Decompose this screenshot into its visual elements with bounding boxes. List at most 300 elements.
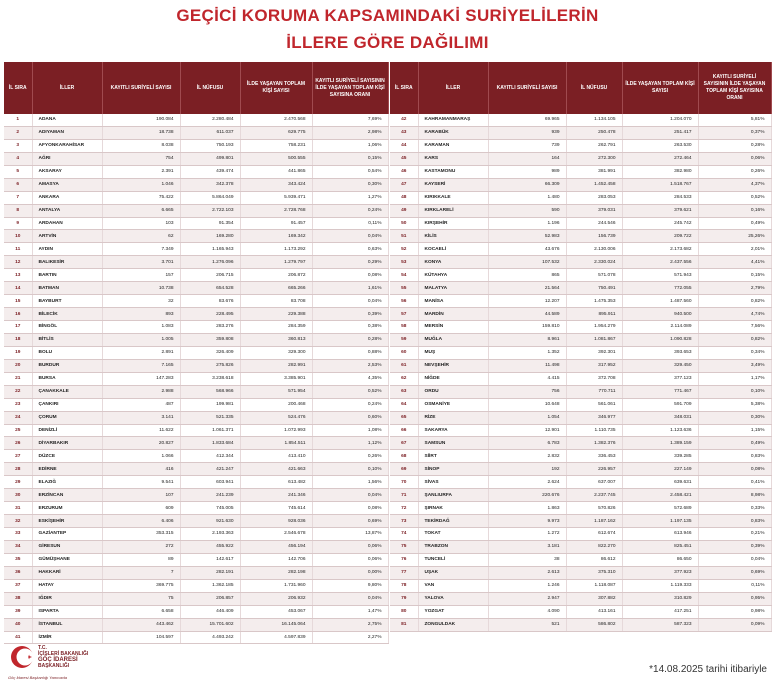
cell-toplam: 382.980 [622,165,698,178]
cell-kayitli: 2.891 [102,346,180,359]
cell-nufus: 326.409 [180,346,240,359]
cell-toplam: 1.854.511 [240,437,312,450]
cell-il: ELAZIĞ [32,476,102,489]
table-row [4,553,388,566]
table-row [4,489,388,502]
cell-nufus: 241.239 [180,489,240,502]
cell-toplam: 284.359 [240,321,312,334]
cell-toplam: 5.939.471 [240,191,312,204]
cell-nufus: 1.134.105 [566,114,622,126]
cell-toplam: 665.266 [240,282,312,295]
cell-toplam: 206.872 [240,269,312,282]
cell-toplam: 329.300 [240,346,312,359]
cell-kayitli: 865 [488,269,566,282]
cell-oran: 0,34% [698,346,771,359]
table-row [4,321,388,334]
cell-kayitli: 2.624 [488,476,566,489]
cell-nufus: 381.991 [566,165,622,178]
cell-sira: 49 [390,204,418,217]
cell-nufus: 169.280 [180,230,240,243]
cell-kayitli: 159.810 [488,321,566,334]
cell-oran: 0,82% [698,333,771,346]
cell-sira: 56 [390,295,418,308]
cell-il: ARDAHAN [32,217,102,230]
cell-toplam: 241.346 [240,489,312,502]
cell-sira: 40 [4,618,32,631]
cell-il: TEKİRDAĞ [418,515,488,528]
cell-il: ORDU [418,385,488,398]
table-row [390,463,771,476]
cell-sira: 52 [390,243,418,256]
cell-oran: 0,30% [312,178,388,191]
cell-toplam: 629.775 [240,126,312,139]
table-row [390,579,771,592]
cell-oran: 0,28% [698,139,771,152]
cell-il: TRABZON [418,540,488,553]
table-row [4,217,388,230]
cell-kayitli: 89 [102,553,180,566]
cell-il: KİLİS [418,230,488,243]
cell-kayitli: 10.648 [488,398,566,411]
cell-sira: 37 [4,579,32,592]
cell-il: YALOVA [418,592,488,605]
cell-toplam: 83.708 [240,295,312,308]
cell-kayitli: 521 [488,618,566,631]
cell-kayitli: 487 [102,398,180,411]
col-header-nufus: İL NÜFUSU [180,62,240,114]
cell-oran: 0,82% [698,295,771,308]
cell-il: KIRŞEHİR [418,217,488,230]
cell-toplam: 453.067 [240,605,312,618]
cell-oran: 0,83% [698,515,771,528]
cell-kayitli: 11.498 [488,359,566,372]
table-row [390,269,771,282]
cell-oran: 0,09% [698,618,771,631]
cell-nufus: 822.270 [566,540,622,553]
table-row [390,178,771,191]
cell-toplam: 413.410 [240,450,312,463]
cell-nufus: 91.354 [180,217,240,230]
cell-oran: 0,04% [312,230,388,243]
cell-toplam: 1.072.993 [240,424,312,437]
cell-oran: 2,75% [312,618,388,631]
table-row [390,566,771,579]
cell-toplam: 745.614 [240,502,312,515]
cell-toplam: 245.742 [622,217,698,230]
cell-kayitli: 1.083 [102,321,180,334]
cell-kayitli: 2.832 [488,450,566,463]
cell-kayitli: 103 [102,217,180,230]
cell-nufus: 83.676 [180,295,240,308]
cell-oran: 0,41% [698,476,771,489]
cell-oran: 4,37% [698,178,771,191]
cell-nufus: 612.674 [566,528,622,541]
cell-oran: 0,49% [698,217,771,230]
cell-il: KONYA [418,256,488,269]
cell-oran: 1,56% [312,476,388,489]
cell-nufus: 439.474 [180,165,240,178]
cell-sira: 38 [4,592,32,605]
cell-toplam: 4.597.839 [240,631,312,644]
table-row [390,191,771,204]
cell-toplam: 343.424 [240,178,312,191]
cell-kayitli: 7.165 [102,359,180,372]
cell-il: KIRIKKALE [418,191,488,204]
table-row [4,359,388,372]
cell-toplam: 348.031 [622,411,698,424]
cell-toplam: 928.036 [240,515,312,528]
cell-il: ZONGULDAK [418,618,488,631]
logo-line4: BAŞKANLIĞI [38,663,70,669]
table-row [4,566,388,579]
cell-oran: 0,39% [312,308,388,321]
cell-toplam: 571.954 [240,385,312,398]
cell-nufus: 603.941 [180,476,240,489]
cell-kayitli: 939 [488,126,566,139]
cell-sira: 15 [4,295,32,308]
table-row [390,230,771,243]
col-header-oran: KAYITLI SURİYELİ SAYISININ İLDE YAŞAYAN TOPLAM KİŞİ SAYISINA ORANI [312,62,388,114]
table-row [4,411,388,424]
cell-toplam: 1.389.159 [622,437,698,450]
cell-toplam: 169.342 [240,230,312,243]
cell-kayitli: 9.541 [102,476,180,489]
cell-toplam: 251.417 [622,126,698,139]
table-row [390,152,771,165]
cell-toplam: 1.518.767 [622,178,698,191]
cell-toplam: 1.279.797 [240,256,312,269]
cell-nufus: 637.007 [566,476,622,489]
cell-il: RİZE [418,411,488,424]
cell-il: KÜTAHYA [418,269,488,282]
cell-kayitli: 44.589 [488,308,566,321]
cell-sira: 47 [390,178,418,191]
cell-il: SAKARYA [418,424,488,437]
cell-il: KAHRAMANMARAŞ [418,114,488,126]
cell-toplam: 377.923 [622,566,698,579]
cell-toplam: 1.204.070 [622,114,698,126]
cell-kayitli: 2.947 [488,592,566,605]
cell-sira: 68 [390,450,418,463]
cell-toplam: 417.251 [622,605,698,618]
cell-kayitli: 590 [488,204,566,217]
cell-oran: 0,06% [698,152,771,165]
cell-nufus: 1.187.162 [566,515,622,528]
cell-oran: 0,06% [312,553,388,566]
cell-toplam: 825.451 [622,540,698,553]
table-row [390,139,771,152]
table-row [390,515,771,528]
cell-oran: 7,56% [698,321,771,334]
cell-il: ISPARTA [32,605,102,618]
cell-kayitli: 20.827 [102,437,180,450]
cell-oran: 0,11% [312,217,388,230]
cell-nufus: 206.857 [180,592,240,605]
cell-kayitli: 147.283 [102,372,180,385]
cell-kayitli: 416 [102,463,180,476]
cell-nufus: 1.452.458 [566,178,622,191]
cell-sira: 74 [390,528,418,541]
cell-nufus: 1.954.279 [566,321,622,334]
cell-il: ANKARA [32,191,102,204]
cell-toplam: 2.458.421 [622,489,698,502]
cell-toplam: 500.555 [240,152,312,165]
cell-oran: 0,88% [312,346,388,359]
cell-il: SAMSUN [418,437,488,450]
cell-il: TOKAT [418,528,488,541]
cell-il: ERZİNCAN [32,489,102,502]
cell-il: AKSARAY [32,165,102,178]
cell-toplam: 639.631 [622,476,698,489]
cell-sira: 44 [390,139,418,152]
cell-il: ÇORUM [32,411,102,424]
cell-il: AYDIN [32,243,102,256]
cell-il: KASTAMONU [418,165,488,178]
cell-nufus: 346.977 [566,411,622,424]
cell-sira: 12 [4,256,32,269]
cell-il: YOZGAT [418,605,488,618]
cell-kayitli: 9.973 [488,515,566,528]
cell-nufus: 570.826 [566,502,622,515]
cell-toplam: 1.487.560 [622,295,698,308]
table-row [4,450,388,463]
col-header-iller: İLLER [32,62,102,114]
table-row [4,114,388,126]
cell-toplam: 142.706 [240,553,312,566]
cell-toplam: 16.145.064 [240,618,312,631]
cell-sira: 70 [390,476,418,489]
cell-nufus: 421.247 [180,463,240,476]
cell-nufus: 228.495 [180,308,240,321]
cell-il: BARTIN [32,269,102,282]
cell-nufus: 568.966 [180,385,240,398]
cell-kayitli: 1.272 [488,528,566,541]
col-header-toplam: İLDE YAŞAYAN TOPLAM KİŞİ SAYISI [622,62,698,114]
cell-oran: 0,10% [698,385,771,398]
cell-kayitli: 3.141 [102,411,180,424]
cell-nufus: 15.701.602 [180,618,240,631]
cell-toplam: 571.943 [622,269,698,282]
cell-sira: 73 [390,515,418,528]
cell-sira: 80 [390,605,418,618]
table-row [390,424,771,437]
table-row [4,152,388,165]
cell-toplam: 1.731.960 [240,579,312,592]
cell-sira: 58 [390,321,418,334]
cell-sira: 10 [4,230,32,243]
cell-il: AFYONKARAHİSAR [32,139,102,152]
cell-oran: 0,52% [312,385,388,398]
cell-nufus: 1.276.096 [180,256,240,269]
cell-kayitli: 3.181 [488,540,566,553]
cell-sira: 61 [390,359,418,372]
cell-sira: 21 [4,372,32,385]
table-row [390,605,771,618]
cell-kayitli: 38 [488,553,566,566]
cell-nufus: 571.078 [566,269,622,282]
cell-toplam: 456.194 [240,540,312,553]
cell-oran: 5,81% [698,114,771,126]
cell-il: ADIYAMAN [32,126,102,139]
cell-oran: 2,79% [698,282,771,295]
cell-toplam: 393.653 [622,346,698,359]
cell-kayitli: 1.196 [488,217,566,230]
logo-line3: GÖÇ İDARESİ [38,657,78,663]
cell-oran: 0,83% [698,450,771,463]
cell-il: SİİRT [418,450,488,463]
cell-sira: 62 [390,372,418,385]
cell-oran: 0,21% [698,528,771,541]
cell-oran: 0,49% [698,437,771,450]
cell-toplam: 441.865 [240,165,312,178]
table-row [390,372,771,385]
table-row [390,217,771,230]
cell-il: NİĞDE [418,372,488,385]
table-row [4,308,388,321]
cell-kayitli: 18.738 [102,126,180,139]
cell-nufus: 1.081.867 [566,333,622,346]
cell-il: EDİRNE [32,463,102,476]
cell-il: MUŞ [418,346,488,359]
cell-kayitli: 3.701 [102,256,180,269]
table-row [390,321,771,334]
table-row [390,528,771,541]
cell-sira: 20 [4,359,32,372]
cell-toplam: 758.231 [240,139,312,152]
cell-il: KIRKLARELİ [418,204,488,217]
cell-il: BATMAN [32,282,102,295]
cell-kayitli: 756 [488,385,566,398]
cell-kayitli: 62 [102,230,180,243]
cell-oran: 1,08% [312,424,388,437]
cell-kayitli: 164 [488,152,566,165]
cell-kayitli: 754 [102,152,180,165]
cell-oran: 1,47% [312,605,388,618]
cell-il: KARAMAN [418,139,488,152]
cell-sira: 34 [4,540,32,553]
table-row [4,437,388,450]
cell-sira: 60 [390,346,418,359]
cell-nufus: 379.031 [566,204,622,217]
cell-nufus: 1.382.376 [566,437,622,450]
cell-sira: 31 [4,502,32,515]
cell-toplam: 200.468 [240,398,312,411]
cell-kayitli: 75.422 [102,191,180,204]
table-row [4,579,388,592]
cell-il: MERSİN [418,321,488,334]
cell-toplam: 2.114.089 [622,321,698,334]
cell-il: MANİSA [418,295,488,308]
cell-sira: 8 [4,204,32,217]
cell-sira: 66 [390,424,418,437]
table-header-row [4,62,388,114]
cell-nufus: 3.238.618 [180,372,240,385]
cell-toplam: 91.457 [240,217,312,230]
table-row [390,295,771,308]
cell-nufus: 2.237.745 [566,489,622,502]
table-row [4,165,388,178]
cell-sira: 76 [390,553,418,566]
cell-oran: 2,01% [698,243,771,256]
cell-oran: 0,26% [312,450,388,463]
cell-kayitli: 21.564 [488,282,566,295]
cell-oran: 1,12% [312,437,388,450]
cell-kayitli: 220.676 [488,489,566,502]
cell-oran: 0,54% [312,165,388,178]
table-row [4,515,388,528]
table-row [390,450,771,463]
cell-sira: 5 [4,165,32,178]
col-header-kayitli: KAYITLI SURİYELİ SAYISI [488,62,566,114]
cell-toplam: 591.709 [622,398,698,411]
cell-sira: 32 [4,515,32,528]
cell-il: ARTVİN [32,230,102,243]
cell-il: ÇANKIRI [32,398,102,411]
cell-sira: 13 [4,269,32,282]
cell-kayitli: 893 [102,308,180,321]
table-row [4,230,388,243]
cell-il: GAZİANTEP [32,528,102,541]
cell-toplam: 1.123.636 [622,424,698,437]
cell-toplam: 587.323 [622,618,698,631]
cell-kayitli: 369.775 [102,579,180,592]
table-row [390,476,771,489]
table-row [4,592,388,605]
table-row [390,114,771,126]
cell-sira: 78 [390,579,418,592]
page-title-line1: GEÇİCİ KORUMA KAPSAMINDAKİ SURİYELİLERİN [176,6,599,25]
cell-sira: 36 [4,566,32,579]
table-header-row [390,62,771,114]
cell-oran: 0,60% [312,411,388,424]
cell-il: AĞRI [32,152,102,165]
cell-sira: 48 [390,191,418,204]
cell-il: OSMANİYE [418,398,488,411]
cell-il: HATAY [32,579,102,592]
cell-nufus: 895.911 [566,308,622,321]
cell-oran: 0,69% [698,566,771,579]
cell-oran: 0,16% [698,204,771,217]
cell-oran: 9,80% [312,579,388,592]
cell-kayitli: 2.391 [102,165,180,178]
cell-nufus: 412.344 [180,450,240,463]
cell-kayitli: 104.597 [102,631,180,644]
table-row [4,424,388,437]
cell-sira: 50 [390,217,418,230]
cell-sira: 6 [4,178,32,191]
cell-oran: 25,26% [698,230,771,243]
cell-nufus: 5.864.049 [180,191,240,204]
cell-nufus: 611.037 [180,126,240,139]
cell-kayitli: 6.658 [102,605,180,618]
cell-oran: 0,30% [698,411,771,424]
cell-sira: 81 [390,618,418,631]
cell-il: BİLECİK [32,308,102,321]
cell-oran: 1,15% [698,424,771,437]
cell-kayitli: 75 [102,592,180,605]
cell-il: DİYARBAKIR [32,437,102,450]
cell-nufus: 317.952 [566,359,622,372]
cell-nufus: 2.280.484 [180,114,240,126]
cell-oran: 0,08% [312,269,388,282]
cell-toplam: 940.500 [622,308,698,321]
cell-oran: 0,29% [312,256,388,269]
province-table-left [4,62,389,644]
cell-kayitli: 7.349 [102,243,180,256]
cell-oran: 0,37% [698,126,771,139]
cell-nufus: 359.808 [180,333,240,346]
cell-nufus: 272.300 [566,152,622,165]
